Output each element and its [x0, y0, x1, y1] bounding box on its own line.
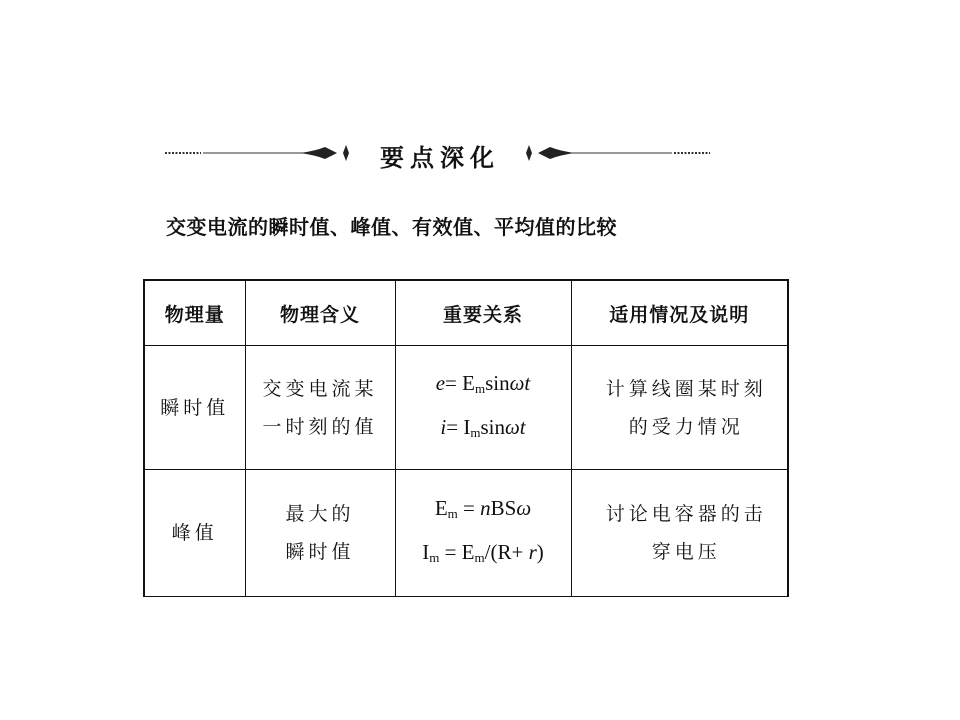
usage-line: 计算线圈某时刻 — [605, 377, 767, 400]
section-title: 要点深化 — [380, 144, 500, 172]
meaning-line: 交变电流某 — [262, 377, 378, 400]
cell-quantity — [144, 346, 245, 470]
meaning-line: 瞬时值 — [285, 541, 355, 563]
formula-line: $e= E_m\sin\omega t$ — [435, 370, 531, 396]
cell-relations — [395, 470, 571, 597]
header-meaning: 物理含义 — [245, 280, 395, 346]
cell-usage — [571, 470, 788, 597]
cell-usage — [571, 346, 788, 470]
table-row — [144, 470, 788, 597]
section-header — [165, 136, 710, 170]
quantity-label: 峰值 — [171, 522, 218, 544]
meaning-line: 一时刻的值 — [262, 415, 378, 438]
usage-line: 讨论电容器的击 — [605, 503, 767, 525]
formula-line: $I_m = E_m/(R+ r)$ — [422, 540, 544, 565]
subtitle: 交变电流的瞬时值、峰值、有效值、平均值的比较 — [166, 215, 617, 239]
formula-line: $i= I_m\sin\omega t$ — [440, 414, 526, 440]
ornamental-rule-right-icon — [520, 136, 710, 170]
usage-line: 的受力情况 — [628, 415, 744, 438]
cell-meaning — [245, 470, 395, 597]
meaning-line: 最大的 — [285, 503, 355, 525]
ornamental-rule-left-icon — [165, 136, 355, 170]
quantity-label: 瞬时值 — [160, 396, 230, 419]
cell-meaning — [245, 346, 395, 470]
comparison-table — [143, 279, 789, 597]
cell-quantity — [144, 470, 245, 597]
formula-line: $E_m = nBS\omega$ — [434, 496, 532, 521]
table-row — [144, 346, 788, 470]
header-usage: 适用情况及说明 — [571, 280, 788, 346]
cell-relations — [395, 346, 571, 470]
table-header-row — [144, 280, 788, 346]
header-relations: 重要关系 — [395, 280, 571, 346]
header-quantity: 物理量 — [144, 280, 245, 346]
usage-line: 穿电压 — [651, 541, 721, 563]
